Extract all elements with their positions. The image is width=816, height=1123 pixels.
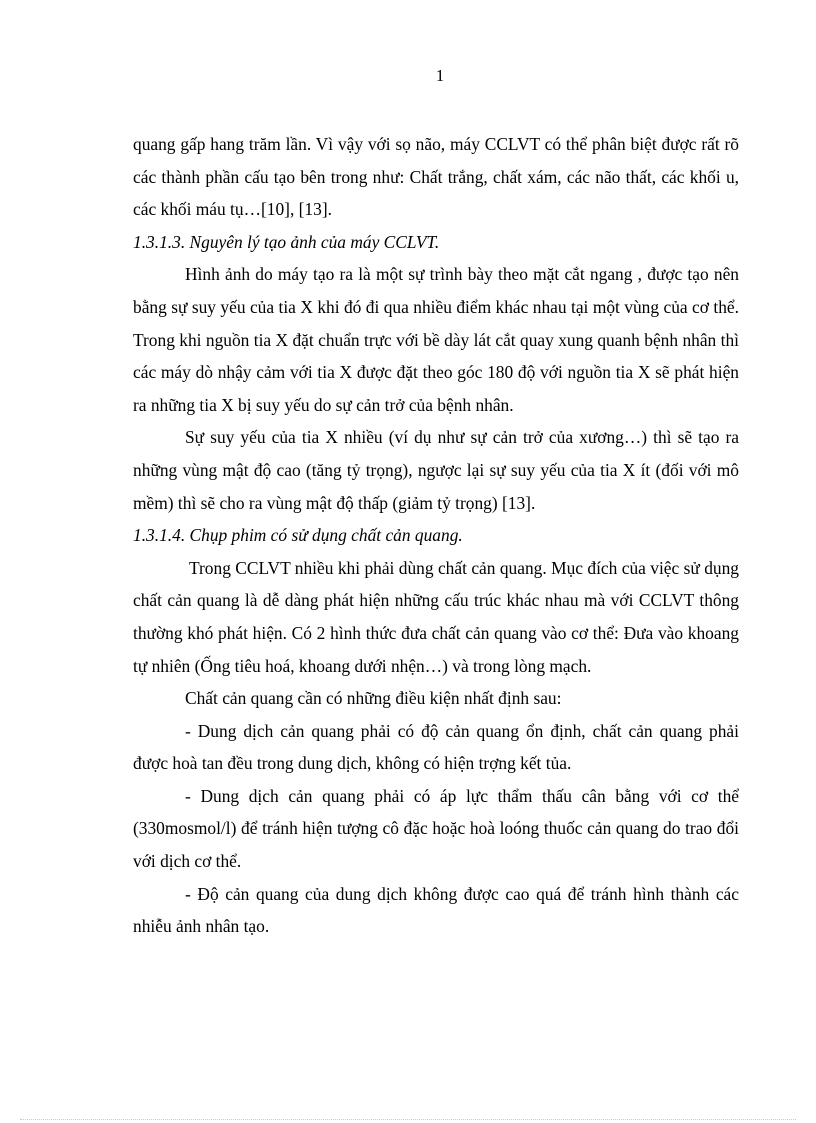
list-item-condition-1: - Dung dịch cản quang phải có độ cản quang ổn định, chất cản quang phải được hoà tan đều trong dung dịch, không có hiện trợng kết tủa. bbox=[133, 720, 739, 774]
page-number: 1 bbox=[435, 66, 445, 85]
paragraph-contrast-use: Trong CCLVT nhiều khi phải dùng chất cản quang. Mục đích của việc sử dụng chất cản quang là dễ dàng phát hiện những cấu trúc khác nhau mà với CCLVT thông thường khó phát hiện. Có 2 hình thức đưa chất cản quang vào cơ thể: Đưa vào khoang tự nhiên (Ống tiêu hoá, khoang dưới nhện…) và trong lòng mạch. bbox=[133, 557, 739, 676]
section-heading-1-3-1-3: 1.3.1.3. Nguyên lý tạo ảnh của máy CCLVT. bbox=[133, 231, 440, 252]
section-heading-1-3-1-4: 1.3.1.4. Chụp phim có sử dụng chất cản quang. bbox=[133, 525, 463, 546]
page-bottom-divider bbox=[20, 1119, 796, 1120]
list-item-condition-2: - Dung dịch cản quang phải có áp lực thẩm thấu cân bằng với cơ thể (330mosmol/l) để tránh hiện tượng cô đặc hoặc hoà loóng thuốc cản quang do trao đổi với dịch cơ thể. bbox=[133, 785, 739, 872]
paragraph-contrast-conditions: Chất cản quang cần có những điều kiện nhất định sau: bbox=[185, 688, 562, 709]
paragraph-continuation: quang gấp hang trăm lần. Vì vậy với sọ não, máy CCLVT có thể phân biệt được rất rõ các thành phần cấu tạo bên trong như: Chất trắng, chất xám, các não thất, các khối u, các khối máu tụ…[10], [13]. bbox=[133, 134, 739, 220]
paragraph-image-formation: Hình ảnh do máy tạo ra là một sự trình bày theo mặt cắt ngang , được tạo nên bằng sự suy yếu của tia X khi đó đi qua nhiều điểm khác nhau tại một vùng của cơ thể. Trong khi nguồn tia X đặt chuẩn trực với bề dày lát cắt quay xung quanh bệnh nhân thì các máy dò nhậy cảm với tia X được đặt theo góc 180 độ với nguồn tia X sẽ phát hiện ra những tia X bị suy yếu do sự cản trở của bệnh nhân. bbox=[133, 264, 739, 415]
document-body bbox=[133, 128, 739, 943]
paragraph-attenuation: Sự suy yếu của tia X nhiều (ví dụ như sự cản trở của xương…) thì sẽ tạo ra những vùng mật độ cao (tăng tỷ trọng), ngược lại sự suy yếu của tia X ít (đối với mô mềm) thì sẽ cho ra vùng mật độ thấp (giảm tỷ trọng) [13]. bbox=[133, 427, 739, 513]
list-item-condition-3: - Độ cản quang của dung dịch không được cao quá để tránh hình thành các nhiễu ảnh nhân tạo. bbox=[133, 883, 739, 937]
